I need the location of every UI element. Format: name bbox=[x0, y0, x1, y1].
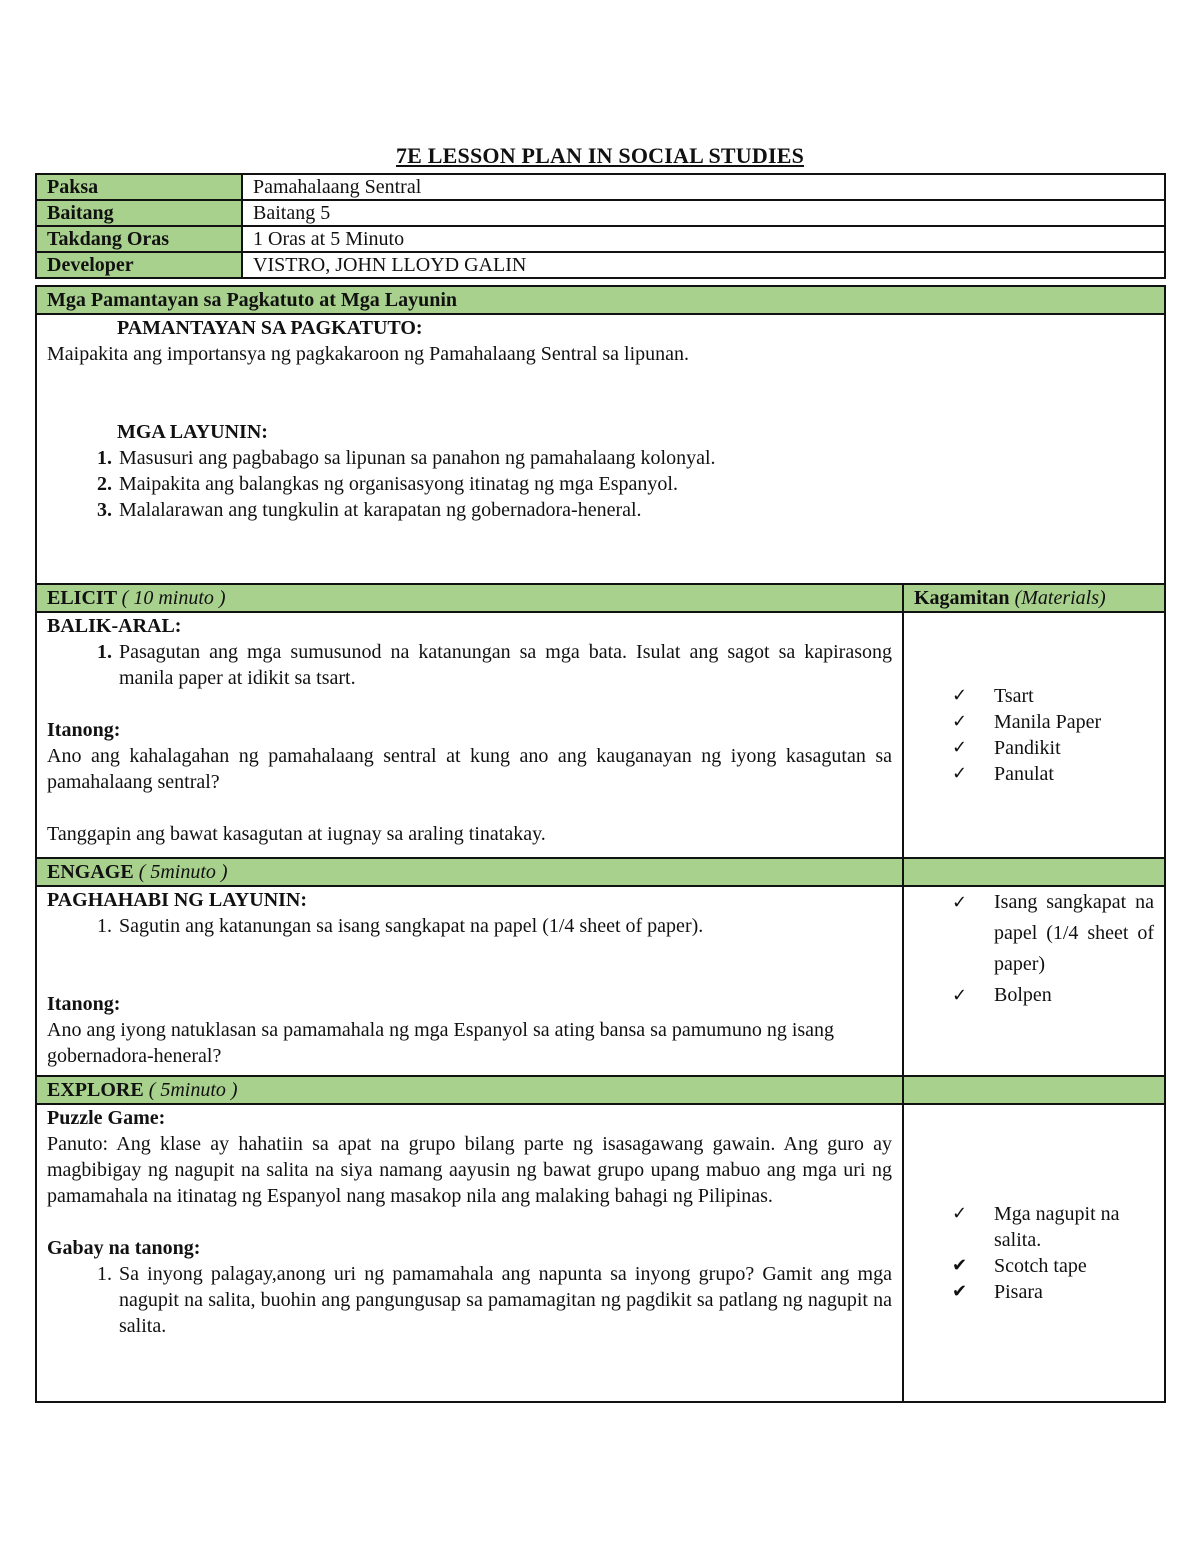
list-item: ✓ Isang sangkapat na papel (1/4 sheet of paper) bbox=[952, 887, 1154, 980]
engage-time: ( 5minuto ) bbox=[138, 861, 228, 883]
explore-materials-list bbox=[914, 1201, 1154, 1305]
list-item: ✓ Tsart bbox=[952, 685, 1034, 707]
elicit-header bbox=[36, 584, 903, 612]
list-item: ✔ Pisara bbox=[952, 1281, 1043, 1303]
elicit-question: Ano ang kahalagahan ng pamahalaang sentral at kung ano ang kauganayan ng iyong kasagutan sa pamahalaang sentral? bbox=[47, 745, 892, 793]
explore-header-row bbox=[36, 1076, 1165, 1104]
list-item: 2. Maipakita ang balangkas ng organisasyong itinatag ng mga Espanyol. bbox=[117, 471, 1154, 497]
layunin-list bbox=[47, 445, 1154, 523]
elicit-title: ELICIT bbox=[47, 587, 117, 609]
list-item: ✓ Pandikit bbox=[952, 737, 1061, 759]
list-item: 1. Sagutin ang katanungan sa isang sangkapat na papel (1/4 sheet of paper). bbox=[117, 913, 892, 939]
engage-materials-cell bbox=[903, 886, 1165, 1076]
paghahabi-label: PAGHAHABI NG LAYUNIN: bbox=[47, 889, 308, 911]
balik-aral-label: BALIK-ARAL: bbox=[47, 615, 182, 637]
elicit-cell bbox=[36, 612, 903, 858]
standards-header-row bbox=[36, 286, 1165, 314]
check-icon: ✓ bbox=[952, 737, 968, 758]
explore-materials-header bbox=[903, 1076, 1165, 1104]
elicit-header-row bbox=[36, 584, 1165, 612]
info-row bbox=[36, 226, 1165, 252]
gabay-label: Gabay na tanong: bbox=[47, 1237, 201, 1259]
elicit-steps bbox=[47, 639, 892, 691]
pamantayan-label: PAMANTAYAN SA PAGKATUTO: bbox=[117, 317, 423, 339]
page-title: 7E LESSON PLAN IN SOCIAL STUDIES bbox=[395, 143, 805, 168]
engage-header-row bbox=[36, 858, 1165, 886]
info-label: Paksa bbox=[36, 174, 242, 200]
pamantayan-text: Maipakita ang importansya ng pagkakaroon ng Pamahalaang Sentral sa lipunan. bbox=[47, 343, 690, 365]
explore-title: EXPLORE bbox=[47, 1079, 144, 1101]
itanong-label: Itanong: bbox=[47, 993, 121, 1015]
info-row bbox=[36, 200, 1165, 226]
explore-header bbox=[36, 1076, 903, 1104]
check-icon: ✓ bbox=[952, 985, 968, 1006]
info-value: 1 Oras at 5 Minuto bbox=[242, 226, 1165, 252]
engage-row bbox=[36, 886, 1165, 1076]
check-icon: ✓ bbox=[952, 1203, 968, 1224]
materials-title-en: (Materials) bbox=[1014, 587, 1106, 609]
explore-cell bbox=[36, 1104, 903, 1402]
info-row bbox=[36, 174, 1165, 200]
check-icon: ✓ bbox=[952, 892, 968, 913]
puzzle-game-label: Puzzle Game: bbox=[47, 1107, 166, 1129]
lesson-table bbox=[35, 285, 1166, 1403]
list-item: ✔ Scotch tape bbox=[952, 1255, 1087, 1277]
engage-title: ENGAGE bbox=[47, 861, 134, 883]
explore-panuto: Panuto: Ang klase ay hahatiin sa apat na grupo bilang parte ng isasagawang gawain. Ang guro ay magbibigay ng nagupit na salita na siya namang aayusin ng bawat grupo upang mabuo ang mga uri ng pamamahala na itinatag ng Espanyol nang masakop nila ang malaking bahagi ng Pilipinas. bbox=[47, 1133, 892, 1207]
materials-header bbox=[903, 584, 1165, 612]
elicit-time: ( 10 minuto ) bbox=[121, 587, 226, 609]
explore-steps bbox=[47, 1261, 892, 1339]
info-value: Pamahalaang Sentral bbox=[242, 174, 1165, 200]
explore-row bbox=[36, 1104, 1165, 1402]
list-item: ✓ Panulat bbox=[952, 763, 1054, 785]
layunin-label: MGA LAYUNIN: bbox=[117, 421, 268, 443]
check-icon: ✓ bbox=[952, 711, 968, 732]
list-item: 1. Sa inyong palagay,anong uri ng pamamahala ang napunta sa inyong grupo? Gamit ang mga nagupit na salita, buohin ang pangungusap sa pamamagitan ng pagdikit sa patlang ng nagupit na salita. bbox=[117, 1261, 892, 1339]
check-icon: ✔ bbox=[952, 1281, 968, 1302]
info-row bbox=[36, 252, 1165, 278]
engage-materials-list bbox=[914, 887, 1154, 1011]
explore-materials-cell bbox=[903, 1104, 1165, 1402]
info-label: Takdang Oras bbox=[36, 226, 242, 252]
info-table bbox=[35, 173, 1166, 279]
standards-cell bbox=[36, 314, 1165, 584]
list-item: ✓ Bolpen bbox=[952, 980, 1154, 1011]
info-value: Baitang 5 bbox=[242, 200, 1165, 226]
info-value: VISTRO, JOHN LLOYD GALIN bbox=[242, 252, 1165, 278]
check-icon: ✓ bbox=[952, 685, 968, 706]
info-label: Developer bbox=[36, 252, 242, 278]
info-label: Baitang bbox=[36, 200, 242, 226]
standards-header: Mga Pamantayan sa Pagkatuto at Mga Layunin bbox=[36, 286, 1165, 314]
check-icon: ✓ bbox=[952, 763, 968, 784]
elicit-row bbox=[36, 612, 1165, 858]
engage-steps bbox=[47, 913, 892, 939]
explore-time: ( 5minuto ) bbox=[148, 1079, 238, 1101]
elicit-materials-list bbox=[914, 683, 1154, 787]
engage-header bbox=[36, 858, 903, 886]
standards-row bbox=[36, 314, 1165, 584]
list-item: 1. Pasagutan ang mga sumusunod na katanungan sa mga bata. Isulat ang sagot sa kapirasong manila paper at idikit sa tsart. bbox=[117, 639, 892, 691]
list-item: 3. Malalarawan ang tungkulin at karapatan ng gobernadora-heneral. bbox=[117, 497, 1154, 523]
materials-title: Kagamitan bbox=[914, 587, 1010, 609]
elicit-closing: Tanggapin ang bawat kasagutan at iugnay sa araling tinatakay. bbox=[47, 823, 546, 845]
list-item: ✓ Mga nagupit na salita. bbox=[952, 1203, 1120, 1251]
engage-materials-header bbox=[903, 858, 1165, 886]
list-item: ✓ Manila Paper bbox=[952, 711, 1102, 733]
engage-question: Ano ang iyong natuklasan sa pamamahala ng mga Espanyol sa ating bansa sa pamumuno ng isang gobernadora-heneral? bbox=[47, 1019, 835, 1067]
elicit-materials-cell bbox=[903, 612, 1165, 858]
list-item: 1. Masusuri ang pagbabago sa lipunan sa panahon ng pamahalaang kolonyal. bbox=[117, 445, 1154, 471]
engage-cell bbox=[36, 886, 903, 1076]
check-icon: ✔ bbox=[952, 1255, 968, 1276]
itanong-label: Itanong: bbox=[47, 719, 121, 741]
